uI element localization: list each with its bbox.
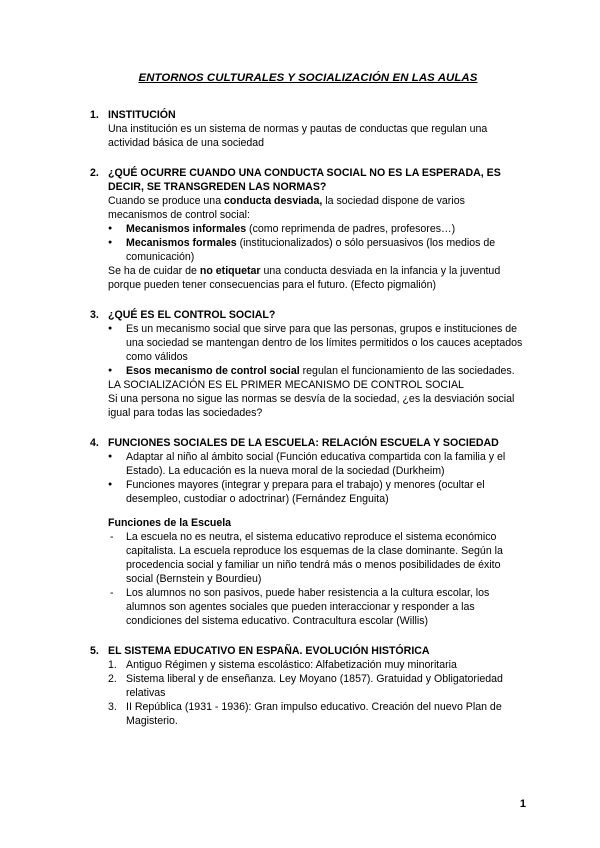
list-item: ● Funciones mayores (integrar y prepara para el trabajo) y menores (ocultar el desempleo, custodiar o adoctrinar) (Fernández Enguita) (90, 478, 526, 506)
bold-text: Mecanismos formales (126, 237, 237, 249)
section-number: 2. (90, 167, 99, 179)
list-item (90, 700, 526, 728)
text-run: Se ha de cuidar de (108, 265, 200, 277)
text-run: la sociedad dispone de varios mecanismos de control social: (108, 195, 465, 221)
item-text: Sistema liberal y de enseñanza. Ley Moyano (1857). Gratuidad y Obligatoriedad relativas (126, 673, 503, 699)
subsection-title: Funciones de la Escuela (108, 517, 232, 529)
text-run: regulan el funcionamiento de las sociedades. (299, 365, 515, 377)
text-run: Cuando se produce una (108, 195, 225, 207)
text-run: una conducta desviada en la infancia y la juventud porque pueden tener consecuencias para el futuro. (Efecto pigmalión) (108, 265, 501, 291)
section-control-social (90, 308, 526, 420)
section-title: ¿QUÉ OCURRE CUANDO UNA CONDUCTA SOCIAL NO ES LA ESPERADA, ES DECIR, SE TRANSGREDEN LAS NORMAS? (108, 167, 501, 193)
item-number: 2. (108, 673, 117, 685)
paragraph: LA SOCIALIZACIÓN ES EL PRIMER MECANISMO DE CONTROL SOCIAL (108, 379, 464, 391)
section-title: EL SISTEMA EDUCATIVO EN ESPAÑA. EVOLUCIÓN HISTÓRICA (108, 645, 430, 657)
list-item (90, 236, 526, 264)
paragraph: Si una persona no sigue las normas se desvía de la sociedad, ¿es la desviación social igual para todas las sociedades? (108, 393, 515, 419)
paragraph: Una institución es un sistema de normas y pautas de conductas que regulan una actividad básica de una sociedad (108, 123, 488, 149)
section-institucion (90, 108, 526, 150)
bullet-list (90, 222, 526, 264)
list-item (90, 222, 526, 236)
paragraph (108, 194, 526, 222)
item-number: 3. (108, 701, 117, 713)
section-heading (90, 644, 526, 658)
section-heading (90, 108, 526, 122)
section-sistema-educativo (90, 644, 526, 728)
section-number: 4. (90, 437, 99, 449)
section-heading (90, 308, 526, 322)
document-title: ENTORNOS CULTURALES Y SOCIALIZACIÓN EN LAS AULAS (138, 72, 478, 84)
text-run: (como reprimenda de padres, profesores…) (246, 223, 456, 235)
page-number: 1 (519, 798, 526, 810)
paragraph (108, 264, 526, 292)
list-item (90, 672, 526, 700)
bullet-list (90, 322, 526, 378)
bold-text: Mecanismos informales (126, 223, 247, 235)
item-number: 1. (108, 659, 117, 671)
list-item: - La escuela no es neutra, el sistema educativo reproduce el sistema económico capitalista. La escuela reproduce los esquemas de la clase dominante. Según la procedencia social y familiar un niño tendrá más o menos posibilidades de éxito social (Bernstein y Bourdieu) (90, 530, 526, 586)
section-number: 1. (90, 109, 99, 121)
bold-text: no etiquetar (199, 265, 261, 277)
list-item (90, 658, 526, 672)
text-run: (institucionalizados) o sólo persuasivos (los medios de comunicación) (126, 237, 496, 263)
item-text: Antiguo Régimen y sistema escolástico: Alfabetización muy minoritaria (126, 659, 457, 671)
list-item (90, 364, 526, 378)
item-text: II República (1931 - 1936): Gran impulso educativo. Creación del nuevo Plan de Magisterio. (126, 701, 502, 727)
bullet-list (90, 450, 526, 506)
section-number: 5. (90, 645, 99, 657)
section-title: ¿QUÉ ES EL CONTROL SOCIAL? (108, 309, 276, 321)
section-funciones-escuela (90, 436, 526, 628)
section-title: INSTITUCIÓN (108, 109, 176, 121)
dash-list (90, 530, 526, 628)
bold-text: Esos mecanismo de control social (126, 365, 300, 377)
list-item: ● Adaptar al niño al ámbito social (Función educativa compartida con la familia y el Estado). La educación es la nueva moral de la sociedad (Durkheim) (90, 450, 526, 478)
list-item: ● Es un mecanismo social que sirve para que las personas, grupos e instituciones de una sociedad se mantengan dentro de los límites permitidos o los cauces aceptados como válidos (90, 322, 526, 364)
bold-text: conducta desviada, (224, 195, 323, 207)
section-conducta-social (90, 166, 526, 292)
list-item: - Los alumnos no son pasivos, puede haber resistencia a la cultura escolar, los alumnos son agentes sociales que pueden interaccionar y responder a las condiciones del sistema educativo. Contracultura escolar (Willis) (90, 586, 526, 628)
numbered-list (90, 658, 526, 728)
section-title: FUNCIONES SOCIALES DE LA ESCUELA: RELACIÓN ESCUELA Y SOCIEDAD (108, 437, 499, 449)
section-heading (90, 166, 526, 194)
section-heading (90, 436, 526, 450)
section-number: 3. (90, 309, 99, 321)
